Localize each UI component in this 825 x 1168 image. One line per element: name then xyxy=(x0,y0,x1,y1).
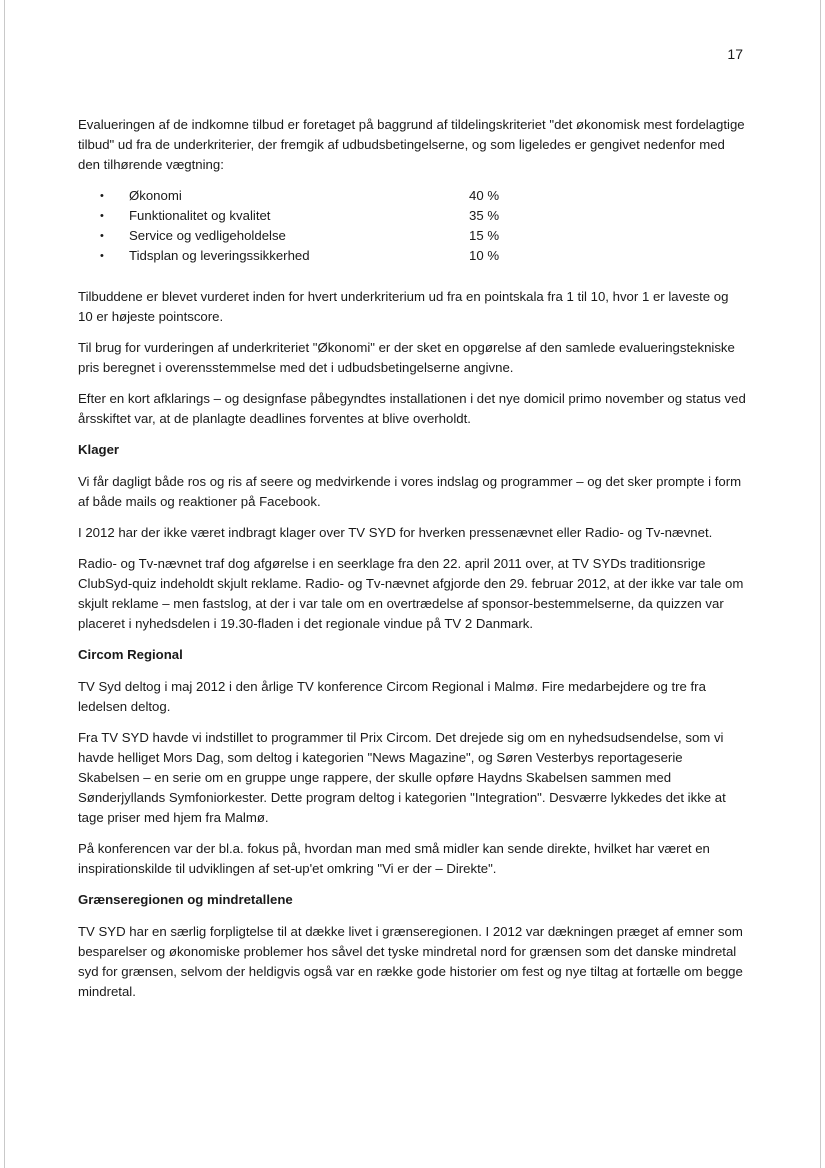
paragraph: På konferencen var der bl.a. fokus på, hvordan man med små midler kan sende direkte, hvilket har været en inspirationskilde til udviklingen af set-up'et omkring "Vi er der – Direkte". xyxy=(78,841,710,876)
page-number: 17 xyxy=(727,46,743,62)
bullet-icon: • xyxy=(100,190,104,202)
section-heading-graense: Grænseregionen og mindretallene xyxy=(78,892,293,907)
intro-paragraph: Evalueringen af de indkomne tilbud er foretaget på baggrund af tildelingskriteriet "det økonomisk mest fordelagtige tilbud" ud fra de underkriterier, der fremgik af udbudsbetingelserne, og som ligeledes er gengivet nedenfor med den tilhørende vægtning: xyxy=(78,117,745,172)
paragraph: TV SYD har en særlig forpligtelse til at dække livet i grænseregionen. I 2012 var dækningen præget af emner som besparelser og økonomiske problemer hos såvel det tyske mindretal nord for grænsen som det danske mindretal syd for grænsen, selvom der heldigvis også var en række gode historier om fest og nye tiltag at fortælle om begge mindretal. xyxy=(78,924,743,999)
paragraph: I 2012 har der ikke været indbragt klager over TV SYD for hverken pressenævnet eller Radio- og Tv-nævnet. xyxy=(78,525,713,540)
criteria-item xyxy=(100,186,746,206)
criteria-item xyxy=(100,246,746,266)
paragraph: Til brug for vurderingen af underkriteriet "Økonomi" er der sket en opgørelse af den samlede evalueringstekniske pris beregnet i overensstemmelse med det i udbudsbetingelserne angivne. xyxy=(78,340,735,375)
scan-edge-left xyxy=(4,0,5,1168)
section-heading-klager: Klager xyxy=(78,442,120,457)
bullet-icon: • xyxy=(100,210,104,222)
scan-edge-right xyxy=(820,0,821,1168)
paragraph: Efter en kort afklarings – og designfase påbegyndtes installationen i det nye domicil primo november og status ved årsskiftet var, at de planlagte deadlines forventes at blive overholdt. xyxy=(78,391,746,426)
paragraph: Fra TV SYD havde vi indstillet to programmer til Prix Circom. Det drejede sig om en nyhedsudsendelse, som vi havde helliget Mors Dag, som deltog i kategorien "News Magazine", og Søren Vesterbys reportageserie Skabelsen – en serie om en gruppe unge rappere, der skulle opføre Haydns Skabelsen sammen med Sønderjyllands Symfoniorkester. Dette program deltog i kategorien "Integration". Desværre lykkedes det ikke at tage priser med hjem fra Malmø. xyxy=(78,730,726,825)
document-body xyxy=(78,115,746,1013)
criteria-weight: 35 % xyxy=(469,208,500,223)
criteria-label: Service og vedligeholdelse xyxy=(129,228,286,243)
criteria-weight: 15 % xyxy=(469,228,500,243)
section-heading-circom: Circom Regional xyxy=(78,647,183,662)
criteria-weight: 10 % xyxy=(469,248,500,263)
criteria-label: Økonomi xyxy=(129,188,182,203)
criteria-label: Funktionalitet og kvalitet xyxy=(129,208,271,223)
paragraph: Tilbuddene er blevet vurderet inden for hvert underkriterium ud fra en pointskala fra 1 til 10, hvor 1 er laveste og 10 er højeste pointscore. xyxy=(78,289,729,324)
criteria-item xyxy=(100,206,746,226)
criteria-label: Tidsplan og leveringssikkerhed xyxy=(129,248,310,263)
bullet-icon: • xyxy=(100,250,104,262)
criteria-weight: 40 % xyxy=(469,188,500,203)
bullet-icon: • xyxy=(100,230,104,242)
paragraph: Radio- og Tv-nævnet traf dog afgørelse i en seerklage fra den 22. april 2011 over, at TV SYDs traditionsrige ClubSyd-quiz indeholdt skjult reklame. Radio- og Tv-nævnet afgjorde den 29. februar 2012, at der ikke var tale om skjult reklame – men fastslog, at der i var tale om en overtrædelse af sponsor-bestemmelserne, da quizzen var placeret i nyhedsdelen i 19.30-fladen i det regionale vindue på TV 2 Danmark. xyxy=(78,556,744,631)
criteria-list xyxy=(78,186,746,266)
paragraph: Vi får dagligt både ros og ris af seere og medvirkende i vores indslag og programmer – og det sker prompte i form af både mails og reaktioner på Facebook. xyxy=(78,474,742,509)
criteria-item xyxy=(100,226,746,246)
paragraph: TV Syd deltog i maj 2012 i den årlige TV konference Circom Regional i Malmø. Fire medarbejdere og tre fra ledelsen deltog. xyxy=(78,679,706,714)
